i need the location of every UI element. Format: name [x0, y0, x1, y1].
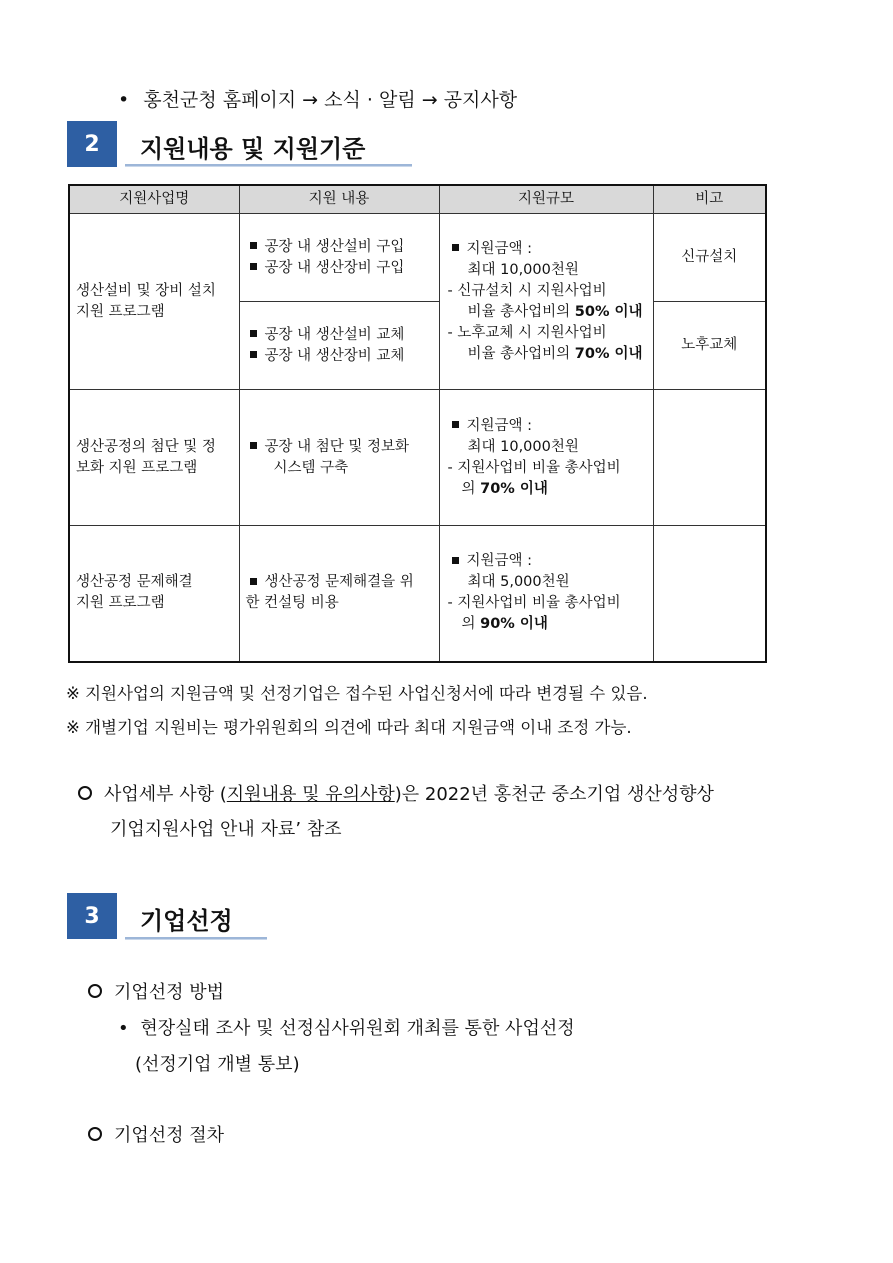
- circle-bullet-icon: [88, 984, 102, 998]
- bullet-dot-icon: •: [118, 89, 130, 111]
- square-bullet-icon: [250, 442, 257, 449]
- support-content-cell: 생산공정 문제해결을 위 한 컨설팅 비용: [239, 526, 439, 662]
- header-remarks: 비고: [653, 185, 766, 214]
- square-bullet-icon: [452, 244, 459, 251]
- support-scale-cell: 지원금액 : 최대 10,000천원 - 신규설치 시 지원사업비 비율 총사업비의 50% 이내 - 노후교체 시 지원사업비 비율 총사업비의 70% 이내: [439, 214, 653, 390]
- header-program-name: 지원사업명: [69, 185, 239, 214]
- remarks-cell: [653, 390, 766, 526]
- square-bullet-icon: [250, 263, 257, 270]
- square-bullet-icon: [452, 421, 459, 428]
- section-title-underline: [125, 937, 267, 940]
- section-title: 기업선정: [140, 907, 233, 935]
- square-bullet-icon: [452, 557, 459, 564]
- selection-method-sub: (선정기업 개별 통보): [135, 1054, 300, 1075]
- intro-bullet-text: 홍천군청 홈페이지 → 소식 · 알림 → 공지사항: [143, 89, 518, 111]
- bullet-dot-icon: •: [118, 1018, 129, 1039]
- program-name-cell: 생산공정 문제해결 지원 프로그램: [69, 526, 239, 662]
- support-scale-cell: 지원금액 : 최대 10,000천원 - 지원사업비 비율 총사업비 의 70% 이내: [439, 390, 653, 526]
- note-line: ※ 개별기업 지원비는 평가위원회의 의견에 따라 최대 지원금액 이내 조정 가능.: [66, 718, 632, 737]
- table-row: [69, 526, 766, 662]
- intro-bullet: [118, 85, 517, 112]
- table-row: [69, 214, 766, 302]
- section-number: 3: [84, 903, 100, 929]
- circle-bullet-icon: [88, 1127, 102, 1141]
- circle-bullet-icon: [78, 786, 92, 800]
- program-name-cell: 생산설비 및 장비 설치 지원 프로그램: [69, 214, 239, 390]
- detail-item: 사업세부 사항 (지원내용 및 유의사항)은 2022년 홍천군 중소기업 생산성향상: [78, 780, 714, 806]
- section-number-badge: [67, 893, 117, 939]
- header-support-content: 지원 내용: [239, 185, 439, 214]
- square-bullet-icon: [250, 330, 257, 337]
- support-content-cell: 공장 내 생산설비 교체 공장 내 생산장비 교체: [239, 302, 439, 390]
- section-title: 지원내용 및 지원기준: [140, 135, 366, 163]
- table-row: [69, 390, 766, 526]
- detail-item-continuation: 기업지원사업 안내 자료’ 참조: [110, 819, 342, 840]
- square-bullet-icon: [250, 578, 257, 585]
- support-content-cell: 공장 내 첨단 및 정보화 시스템 구축: [239, 390, 439, 526]
- square-bullet-icon: [250, 351, 257, 358]
- program-name-cell: 생산공정의 첨단 및 정 보화 지원 프로그램: [69, 390, 239, 526]
- selection-method-bullet: • 현장실태 조사 및 선정심사위원회 개최를 통한 사업선정: [118, 1018, 575, 1039]
- header-support-scale: 지원규모: [439, 185, 653, 214]
- selection-procedure-item: 기업선정 절차: [88, 1121, 224, 1147]
- support-content-cell: 공장 내 생산설비 구입 공장 내 생산장비 구입: [239, 214, 439, 302]
- support-table: [68, 184, 767, 663]
- section-number-badge: [67, 121, 117, 167]
- section-number: 2: [84, 131, 100, 157]
- square-bullet-icon: [250, 242, 257, 249]
- remarks-cell: 노후교체: [653, 302, 766, 390]
- note-line: ※ 지원사업의 지원금액 및 선정기업은 접수된 사업신청서에 따라 변경될 수 있음.: [66, 684, 648, 703]
- remarks-cell: [653, 526, 766, 662]
- selection-method-item: 기업선정 방법: [88, 978, 224, 1004]
- table-header-row: [69, 185, 766, 214]
- remarks-cell: 신규설치: [653, 214, 766, 302]
- section-title-underline: [125, 164, 412, 167]
- support-scale-cell: 지원금액 : 최대 5,000천원 - 지원사업비 비율 총사업비 의 90% 이내: [439, 526, 653, 662]
